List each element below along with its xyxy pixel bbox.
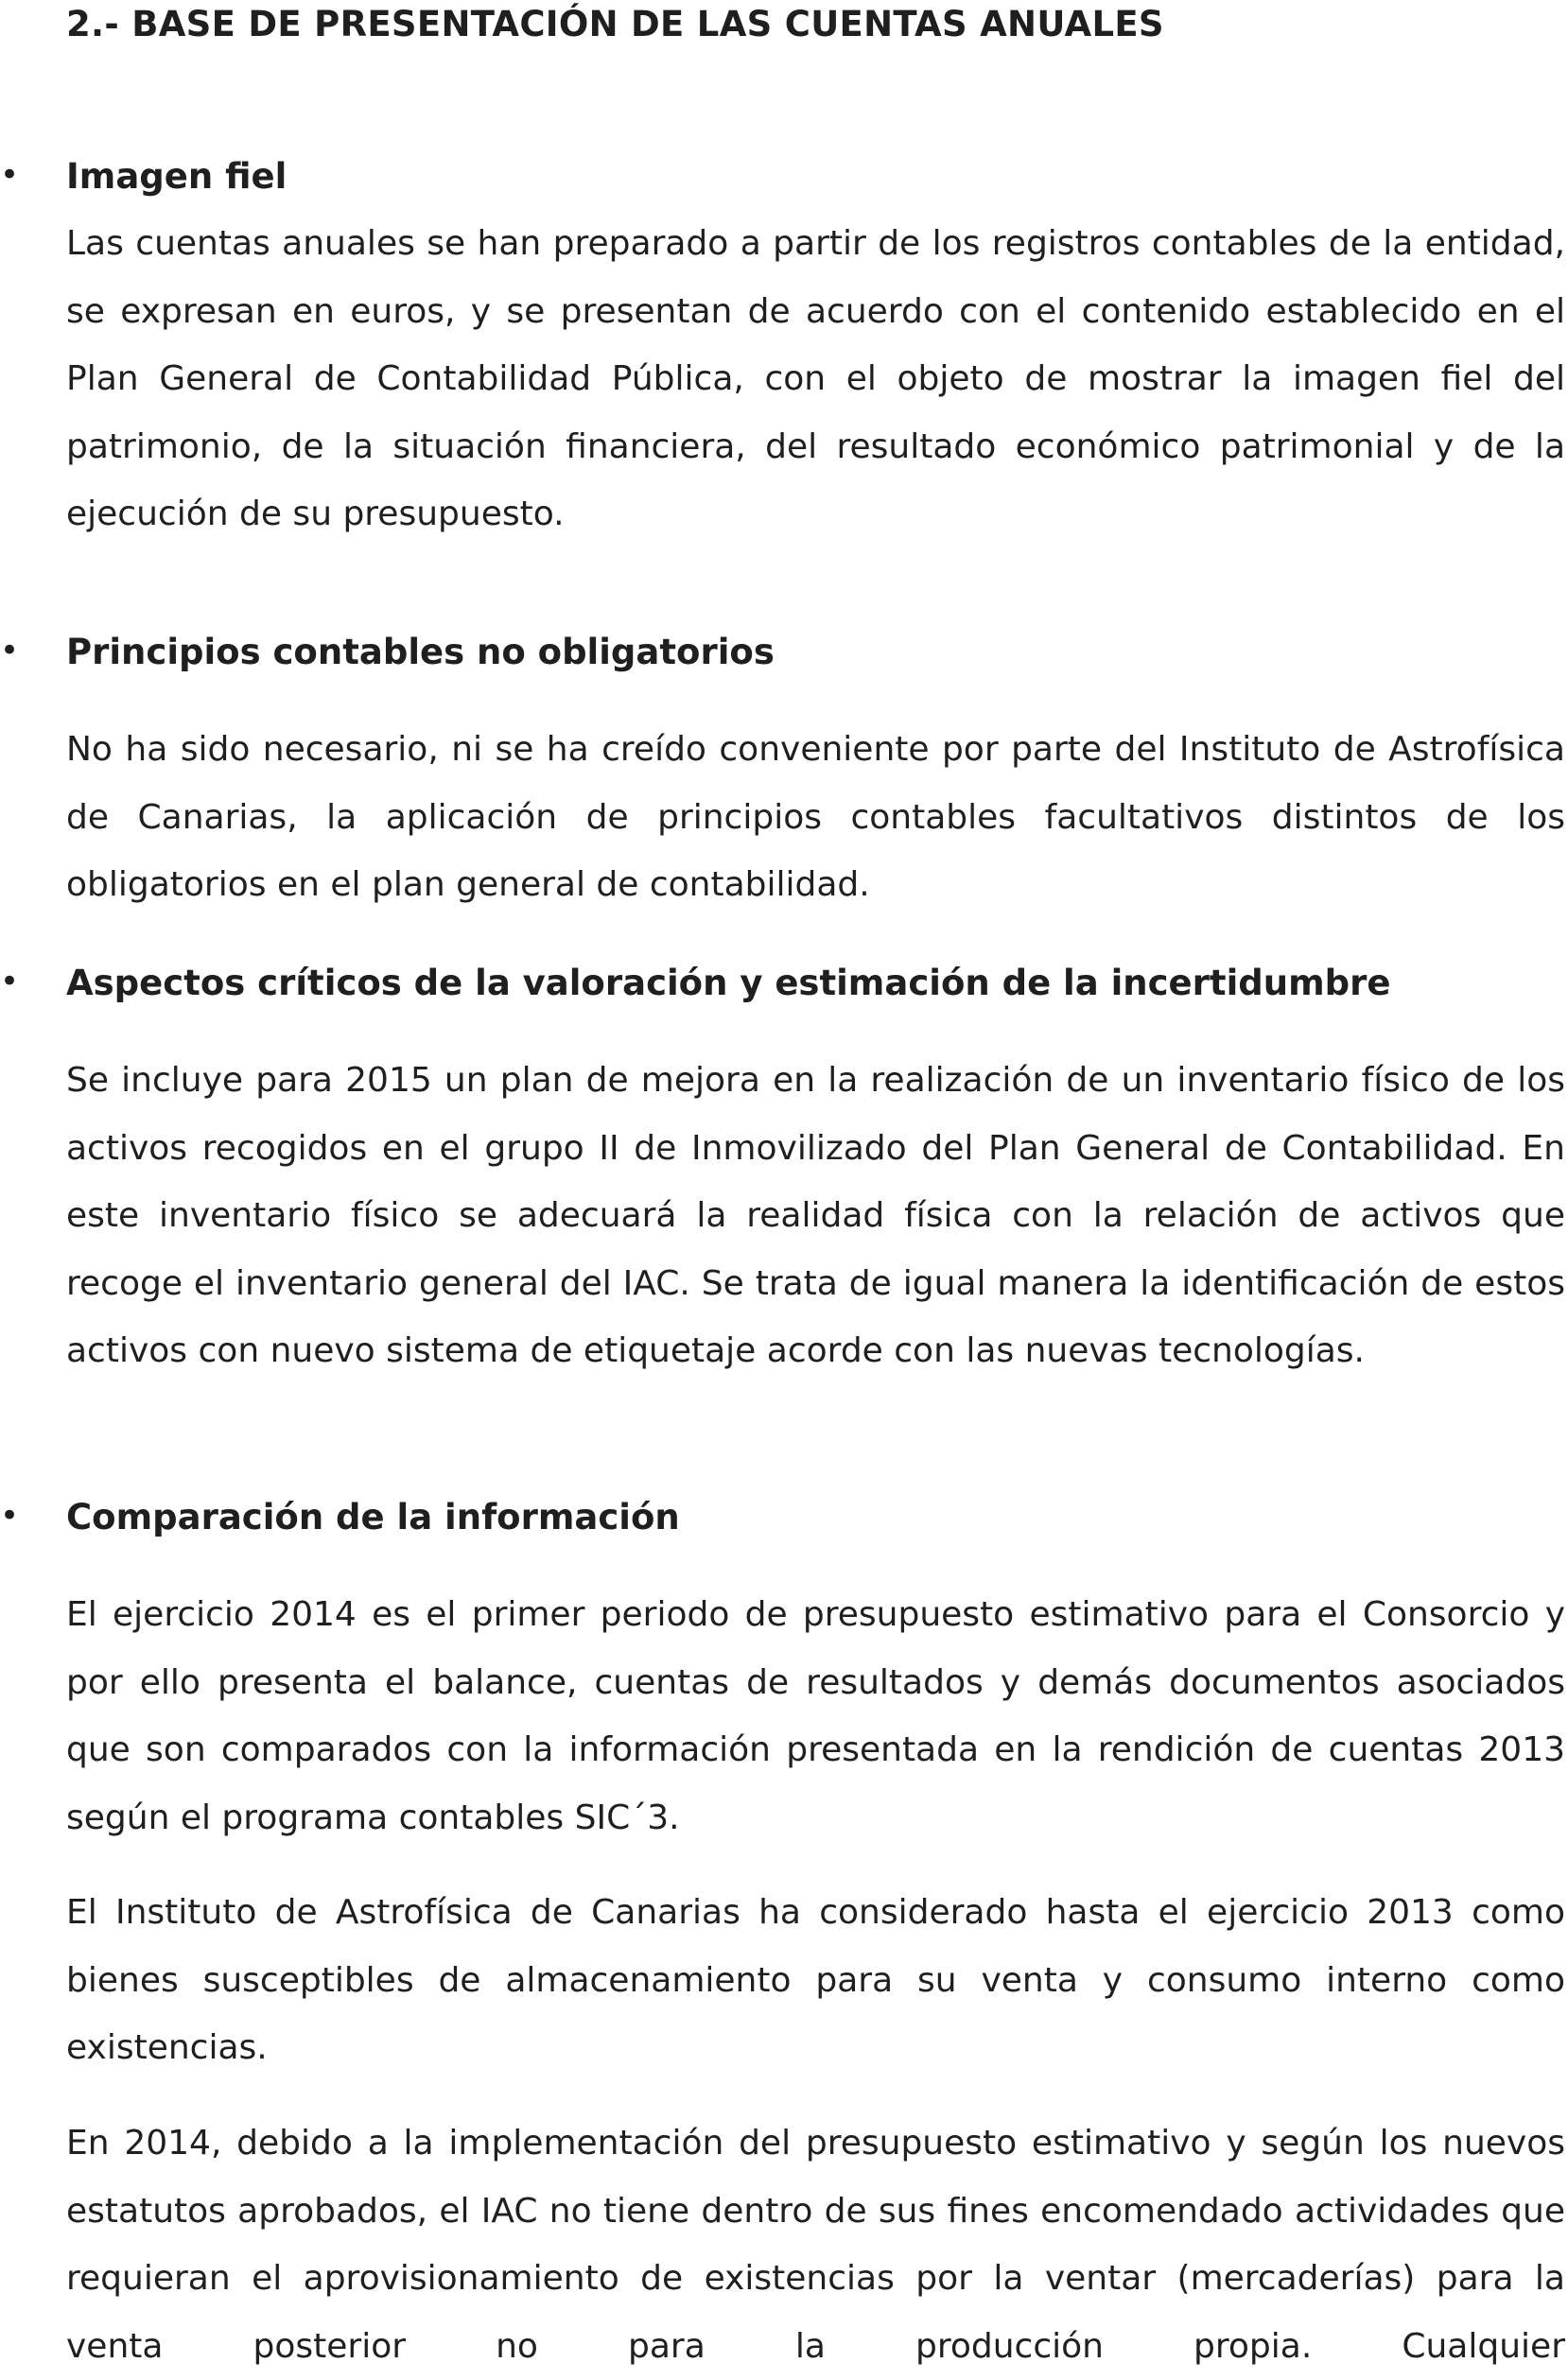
bullet-icon: • xyxy=(0,1497,20,1535)
section-heading-comparacion: Comparación de la información xyxy=(66,1497,680,1537)
section-paragraph: No ha sido necesario, ni se ha creído conveniente por parte del Instituto de Astrofísica de Canarias, la aplicación de principios contables facultativos distintos de los obligatorios en el plan general de contabilidad. xyxy=(66,730,1565,905)
section-heading-aspectos-criticos: Aspectos críticos de la valoración y estimación de la incertidumbre xyxy=(66,963,1391,1003)
section-paragraph: Se incluye para 2015 un plan de mejora en la realización de un inventario físico de los activos recogidos en el grupo II de Inmovilizado del Plan General de Contabilidad. En este inventario físico se adecuará la realidad física con la relación de activos que recoge el inventario general del IAC. Se trata de igual manera la identificación de estos activos con nuevo sistema de etiquetaje acorde con las nuevas tecnologías. xyxy=(66,1061,1565,1371)
section-paragraph: El Instituto de Astrofísica de Canarias ha considerado hasta el ejercicio 2013 como bienes susceptibles de almacenamiento para su venta y consumo interno como existencias. xyxy=(66,1893,1565,2068)
section-paragraph: El ejercicio 2014 es el primer periodo de presupuesto estimativo para el Consorcio y por ello presenta el balance, cuentas de resultados y demás documentos asociados que son comparados con la información presentada en la rendición de cuentas 2013 según el programa contables SIC´3. xyxy=(66,1595,1565,1837)
bullet-icon: • xyxy=(0,632,20,669)
bullet-icon: • xyxy=(0,963,20,1000)
section-heading-imagen-fiel: Imagen fiel xyxy=(66,156,287,197)
section-paragraph: Las cuentas anuales se han preparado a partir de los registros contables de la entidad, se expresan en euros, y se presentan de acuerdo con el contenido establecido en el Plan General de Contabilidad Pública, con el objeto de mostrar la imagen fiel del patrimonio, de la situación financiera, del resultado económico patrimonial y de la ejecución de su presupuesto. xyxy=(66,224,1565,534)
bullet-icon: • xyxy=(0,156,20,194)
section-heading-principios-contables: Principios contables no obligatorios xyxy=(66,632,775,672)
document-title: 2.- BASE DE PRESENTACIÓN DE LAS CUENTAS ANUALES xyxy=(66,4,1164,44)
section-paragraph: En 2014, debido a la implementación del presupuesto estimativo y según los nuevos estatutos aprobados, el IAC no tiene dentro de sus fines encomendado actividades que requieran el aprovisionamiento de existencias por la ventar (mercaderías) para la venta posterior no para la producción propia. Cualquier xyxy=(66,2124,1565,2366)
